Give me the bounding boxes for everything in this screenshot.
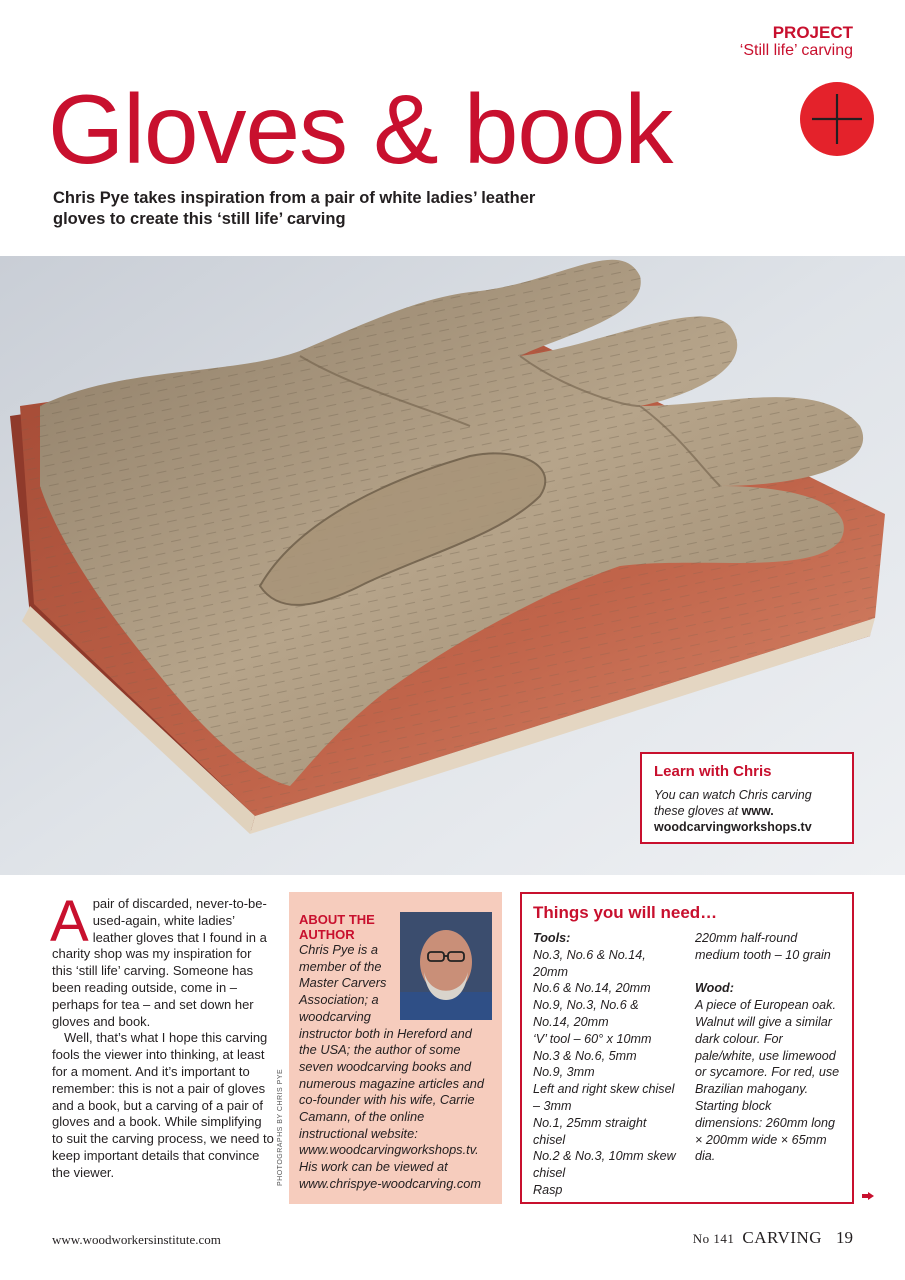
section-kicker: PROJECT <box>772 23 853 42</box>
page-number: 19 <box>836 1228 853 1247</box>
tool-item: No.9, 3mm <box>533 1065 595 1080</box>
plus-badge-icon <box>800 82 874 156</box>
author-portrait-photo <box>400 912 492 1020</box>
learn-box-text <box>654 787 840 835</box>
tools-label: Tools: <box>533 931 571 945</box>
learn-box-body: You can watch Chris carving these gloves at <box>654 788 812 818</box>
wood-label: Wood: <box>695 981 734 996</box>
photo-credit: PHOTOGRAPHS BY CHRIS PYE <box>277 1068 284 1186</box>
section-label <box>740 24 853 60</box>
spacer <box>695 964 841 981</box>
things-col-1 <box>533 930 679 1199</box>
learn-box-heading: Learn with Chris <box>654 763 772 780</box>
wood-text: A piece of European oak. Walnut will give a similar dark colour. For pale/white, use limewood or sycamore. For red, use Brazilian mahogany. Starting block dimensions: 260mm long × 200mm wide × 65mm dia. <box>695 998 840 1164</box>
tool-item: No.6 & No.14, 20mm <box>533 981 651 996</box>
tool-item-continued: 220mm half-round medium tooth – 10 grain <box>695 931 831 962</box>
author-heading: ABOUT THE AUTHOR <box>299 912 375 942</box>
author-bio-start: Chris Pye is a member of the Master Carvers Association; a woodcarving <box>299 942 387 1024</box>
section-name: ‘Still life’ carving <box>739 42 853 59</box>
things-columns <box>533 930 841 1199</box>
learn-box-link-a[interactable]: www. <box>741 804 774 818</box>
body-paragraph-1-text: pair of discarded, never-to-be-used-again, white ladies’ leather gloves that I found in a charity shop was my inspiration for this ‘still life’ carving. Someone has been reading outside, come in – perhaps for tea – and set down her gloves and book. <box>52 896 267 1029</box>
body-text <box>50 889 274 1182</box>
author-bio-rest: instructor both in Hereford and the USA; the author of some seven woodcarving books and numerous magazine articles and co-founder with his wife, Carrie Camann, of the online instructional website: www.woodcarvingworkshops.tv. His work can be viewed at www.chrispye-woodcarving.com <box>299 1025 484 1191</box>
issue-number: No 141 <box>692 1231 735 1246</box>
tool-item: ‘V’ tool – 60° x 10mm <box>533 1031 652 1046</box>
article-title: Gloves & book <box>48 74 673 184</box>
continue-arrow-icon <box>862 1192 874 1200</box>
things-heading: Things you will need… <box>533 903 718 922</box>
tool-item: Rasp <box>533 1182 563 1197</box>
learn-with-chris-box <box>640 752 854 844</box>
body-paragraph-1 <box>50 889 274 1030</box>
standfirst: Chris Pye takes inspiration from a pair of white ladies’ leather gloves to create this ‘still life’ carving <box>53 189 536 228</box>
tool-item: No.3 & No.6, 5mm <box>533 1048 637 1063</box>
footer-url[interactable]: www.woodworkersinstitute.com <box>52 1232 221 1247</box>
footer-folio <box>693 1228 853 1248</box>
learn-box-link-b[interactable]: woodcarvingworkshops.tv <box>654 820 812 834</box>
tool-item: Left and right skew chisel – 3mm <box>533 1082 675 1113</box>
about-the-author-box <box>289 892 502 1204</box>
things-col-2 <box>695 930 841 1199</box>
magazine-name: CARVING <box>742 1228 822 1247</box>
body-paragraph-2: Well, that’s what I hope this carving fools the viewer into thinking, at least for a moment. And it’s important to remember: this is not a pair of gloves and a book, but a carving of a pair of gloves and a book. While simplifying to suit the carving process, we need to keep important details that convince the viewer. <box>52 1030 274 1180</box>
tool-item: No.1, 25mm straight chisel <box>533 1115 647 1147</box>
tool-item: No.3, No.6 & No.14, 20mm <box>533 947 646 979</box>
things-you-will-need-box <box>520 892 854 1204</box>
tool-item: No.2 & No.3, 10mm skew chisel <box>533 1149 676 1181</box>
tool-item: No.9, No.3, No.6 & No.14, 20mm <box>533 998 639 1029</box>
drop-cap: A <box>50 889 89 954</box>
